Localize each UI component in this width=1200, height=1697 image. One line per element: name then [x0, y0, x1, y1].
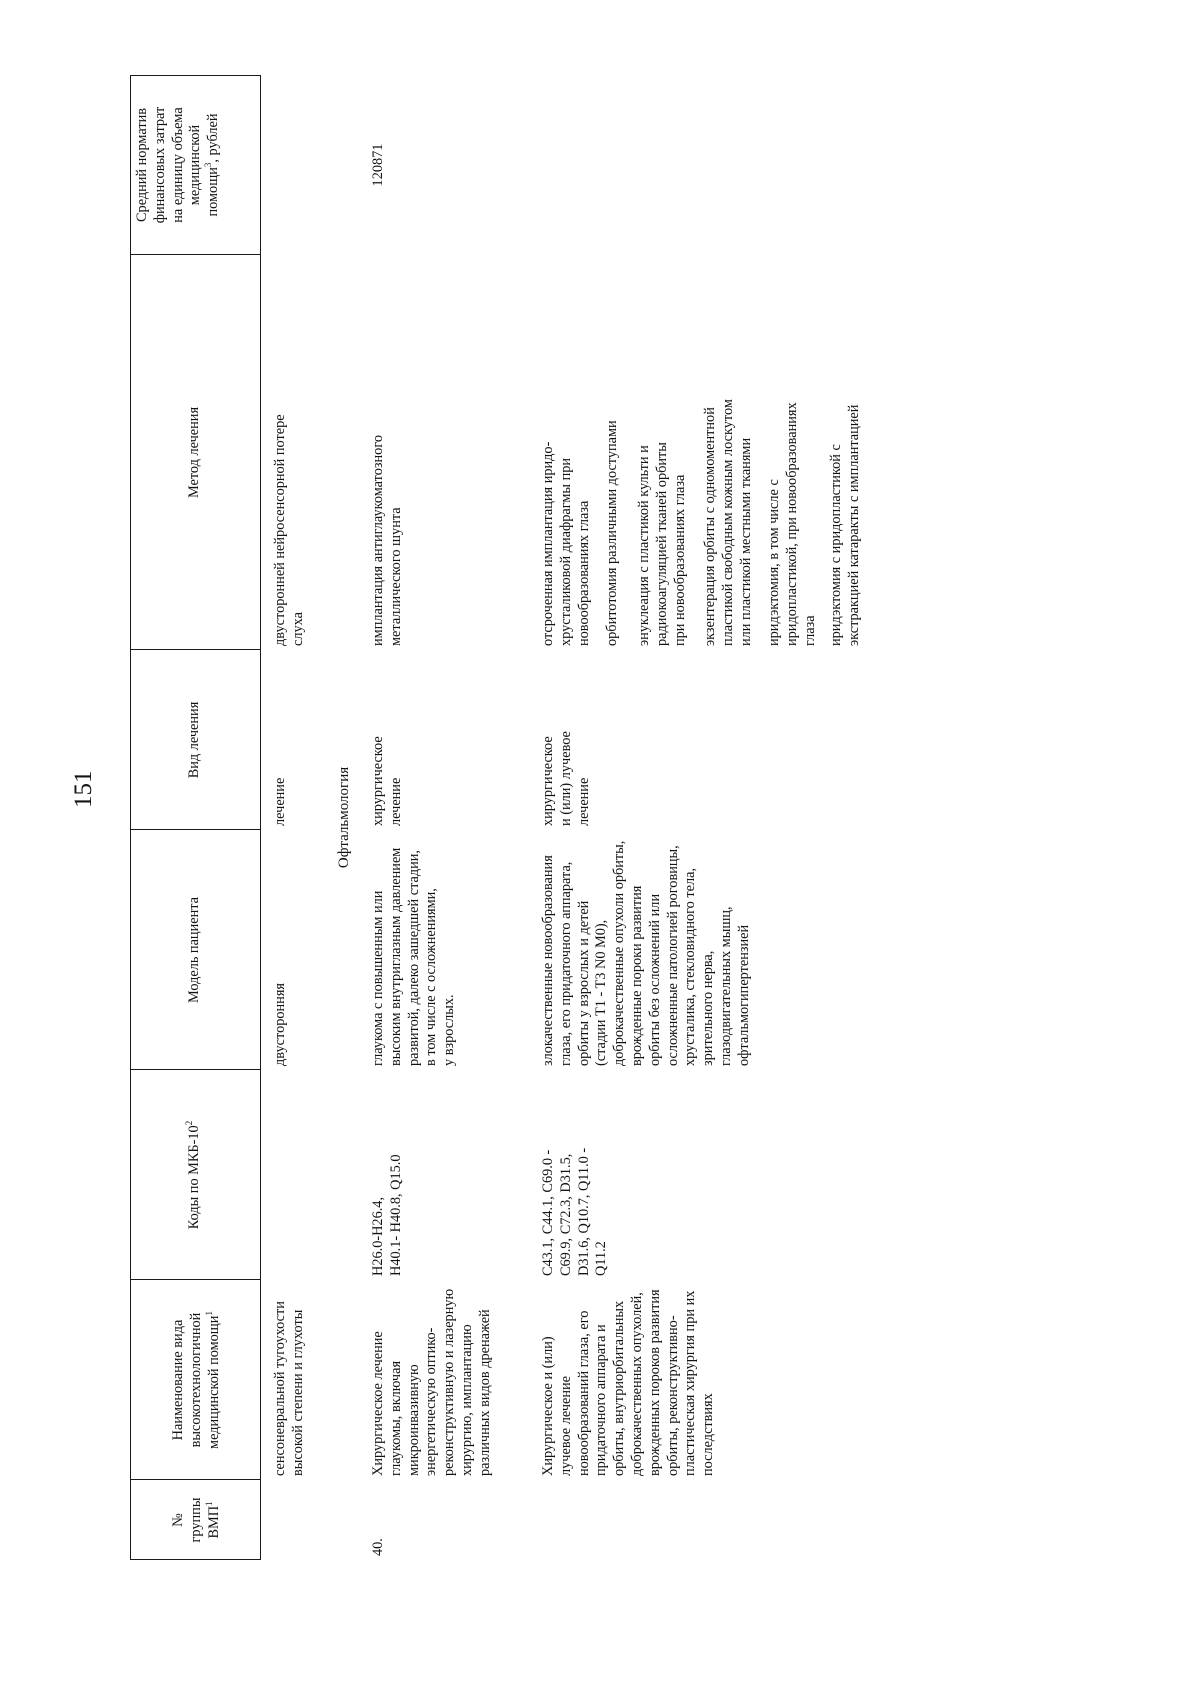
page-number: 151: [70, 770, 97, 808]
top-row-type: лечение: [272, 777, 288, 826]
row-1-name: Хирургическое лечение глаукомы, включая микроинвазивную энергетическую оптико- реконструктивную и лазерную хирургию, имплантацию различных видов дренажей: [370, 1288, 493, 1476]
header-divider: [130, 829, 260, 830]
row-2-method-5: иридэктомия, в том числе с иридопластикой, при новообразованиях глаза: [766, 402, 818, 646]
row-2-method-6: иридэктомия с иридопластикой с экстракцией катаракты с имплантацией: [828, 404, 862, 646]
row-1-type: хирургическое лечение: [370, 736, 404, 826]
header-group-number: № группы ВМП$^1$: [170, 1497, 222, 1543]
row-2-method-4: экзентерация орбиты с одномоментной пластикой свободным кожным лоскутом или пластикой местными тканями: [702, 399, 754, 646]
vmp-table: [130, 75, 990, 1560]
row-1-method: имплантация антиглаукоматозного металлического шунта: [370, 435, 404, 646]
header-treatment-method: Метод лечения: [186, 406, 202, 499]
header-divider: [130, 254, 260, 255]
row-2-type: хирургическое и (или) лучевое лечение: [540, 731, 592, 826]
group-cost: 120871: [370, 143, 386, 187]
row-2-name: Хирургическое и (или) лучевое лечение новообразований глаза, его придаточного аппарата и орбиты, внутриорбитальных доброкачественных опухолей, врожденных пороков развития орбиты, реконструктивно- пластическая хирургия при их последствиях: [540, 1289, 717, 1476]
header-divider: [130, 1069, 260, 1070]
table-top-border: [130, 75, 131, 1560]
header-divider: [130, 649, 260, 650]
row-2-method-1: отсроченная имплантация иридо- хрусталиковой диафрагмы при новообразованиях глаза: [540, 441, 592, 646]
row-1-model: глаукома с повышенным или высоким внутриглазным давлением развитой, далеко зашедшей стадии, в том числе с осложнениями, у взрослых.: [370, 847, 458, 1066]
row-1-codes: H26.0-H26.4, H40.1- H40.8, Q15.0: [370, 1154, 404, 1276]
header-divider: [130, 1479, 260, 1480]
header-patient-model: Модель пациента: [186, 897, 202, 1004]
group-number: 40.: [370, 1538, 386, 1556]
header-divider: [130, 1559, 260, 1560]
row-2-method-3: энуклеация с пластикой культи и радиокоагуляцией тканей орбиты при новообразованиях глаза: [636, 442, 688, 646]
header-average-cost: Средний норматив финансовых затрат на единицу объема медицинской помощи$^3$, рублей: [134, 106, 222, 224]
header-divider: [130, 75, 260, 76]
row-2-method-2: орбитотомия различными доступами: [604, 420, 620, 646]
header-treatment-type: Вид лечения: [186, 701, 202, 779]
header-icd-codes: Коды по МКБ-$10^2$: [184, 1120, 202, 1230]
section-title: Офтальмология: [336, 766, 352, 869]
row-2-codes: C43.1, C44.1, C69.0 - C69.9, C72.3, D31.5, D31.6, Q10.7, Q11.0 - Q11.2: [540, 1147, 610, 1276]
header-bottom-border: [260, 75, 261, 1560]
header-vmp-name: Наименование вида высокотехнологичной медицинской помощи$^1$: [170, 1311, 222, 1449]
top-row-model: двусторонняя: [272, 983, 288, 1066]
header-divider: [130, 1279, 260, 1280]
row-2-model: злокачественные новообразования глаза, его придаточного аппарата, орбиты у взрослых и детей (стадии T1 - T3 N0 M0), доброкачественные опухоли орбиты, врожденные пороки развития орбиты без осложнений или осложненные патологией роговицы, хрусталика, стекловидного тела, зрительного нерва, глазодвигательных мышц, офтальмогипертензией: [540, 840, 752, 1066]
top-row-name: сенсоневральной тугоухости высокой степени и глухоты: [272, 1301, 306, 1476]
top-row-method: двусторонней нейросенсорной потере слуха: [272, 414, 306, 646]
